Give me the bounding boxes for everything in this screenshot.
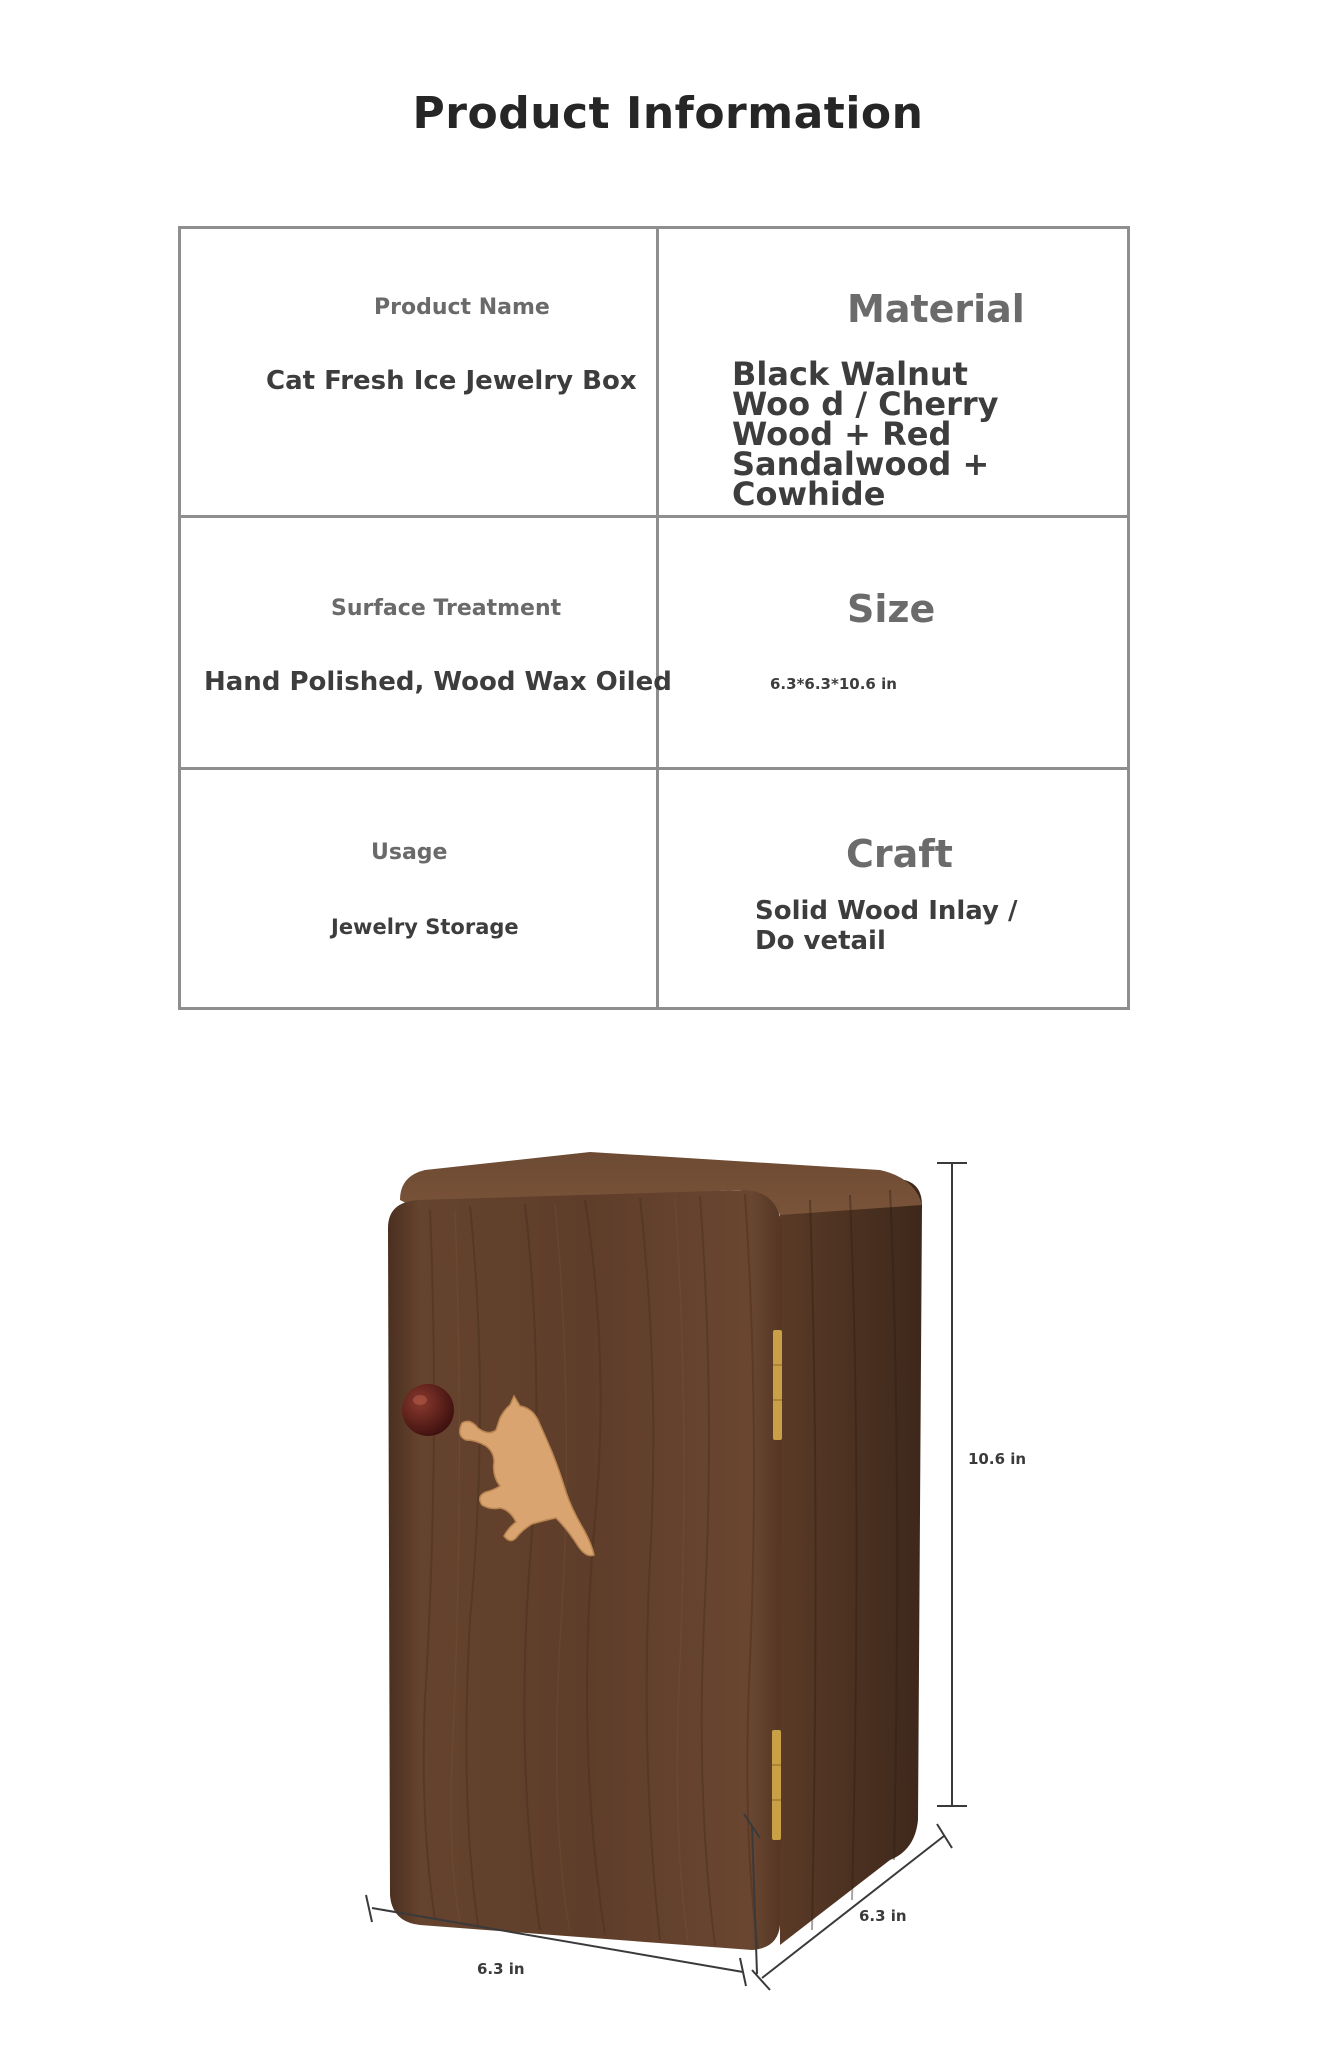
- sandalwood-knob: [402, 1384, 454, 1436]
- box-front-face: [388, 1190, 782, 1950]
- table-divider-row-1: [181, 515, 1127, 518]
- material-label: Material: [847, 287, 1025, 331]
- depth-dimension-label: 6.3 in: [859, 1907, 907, 1925]
- height-dimension-label: 10.6 in: [968, 1450, 1027, 1468]
- height-dimension-line: [937, 1163, 967, 1806]
- brass-hinge-bottom: [772, 1730, 781, 1840]
- width-dimension-label: 6.3 in: [477, 1960, 525, 1978]
- spec-table: [178, 226, 1130, 1010]
- usage-label: Usage: [371, 840, 448, 865]
- usage-value: Jewelry Storage: [331, 915, 519, 939]
- box-side-face: [780, 1180, 922, 1945]
- table-divider-vertical: [656, 229, 659, 1007]
- product-name-label: Product Name: [374, 295, 550, 320]
- material-value: Black Walnut Woo d / Cherry Wood + Red Sandalwood + Cowhide: [732, 355, 999, 513]
- page-title: Product Information: [412, 88, 924, 139]
- brass-hinge-top: [773, 1330, 782, 1440]
- size-value: 6.3*6.3*10.6 in: [770, 675, 897, 693]
- size-label: Size: [847, 587, 936, 631]
- surface-treatment-label: Surface Treatment: [331, 596, 562, 621]
- craft-label: Craft: [846, 832, 953, 876]
- surface-treatment-value: Hand Polished, Wood Wax Oiled: [204, 667, 672, 697]
- craft-value: Solid Wood Inlay / Do vetail: [755, 896, 1018, 956]
- product-figure: [0, 1120, 1323, 2048]
- product-name-value: Cat Fresh Ice Jewelry Box: [266, 366, 637, 396]
- table-divider-row-2: [181, 767, 1127, 770]
